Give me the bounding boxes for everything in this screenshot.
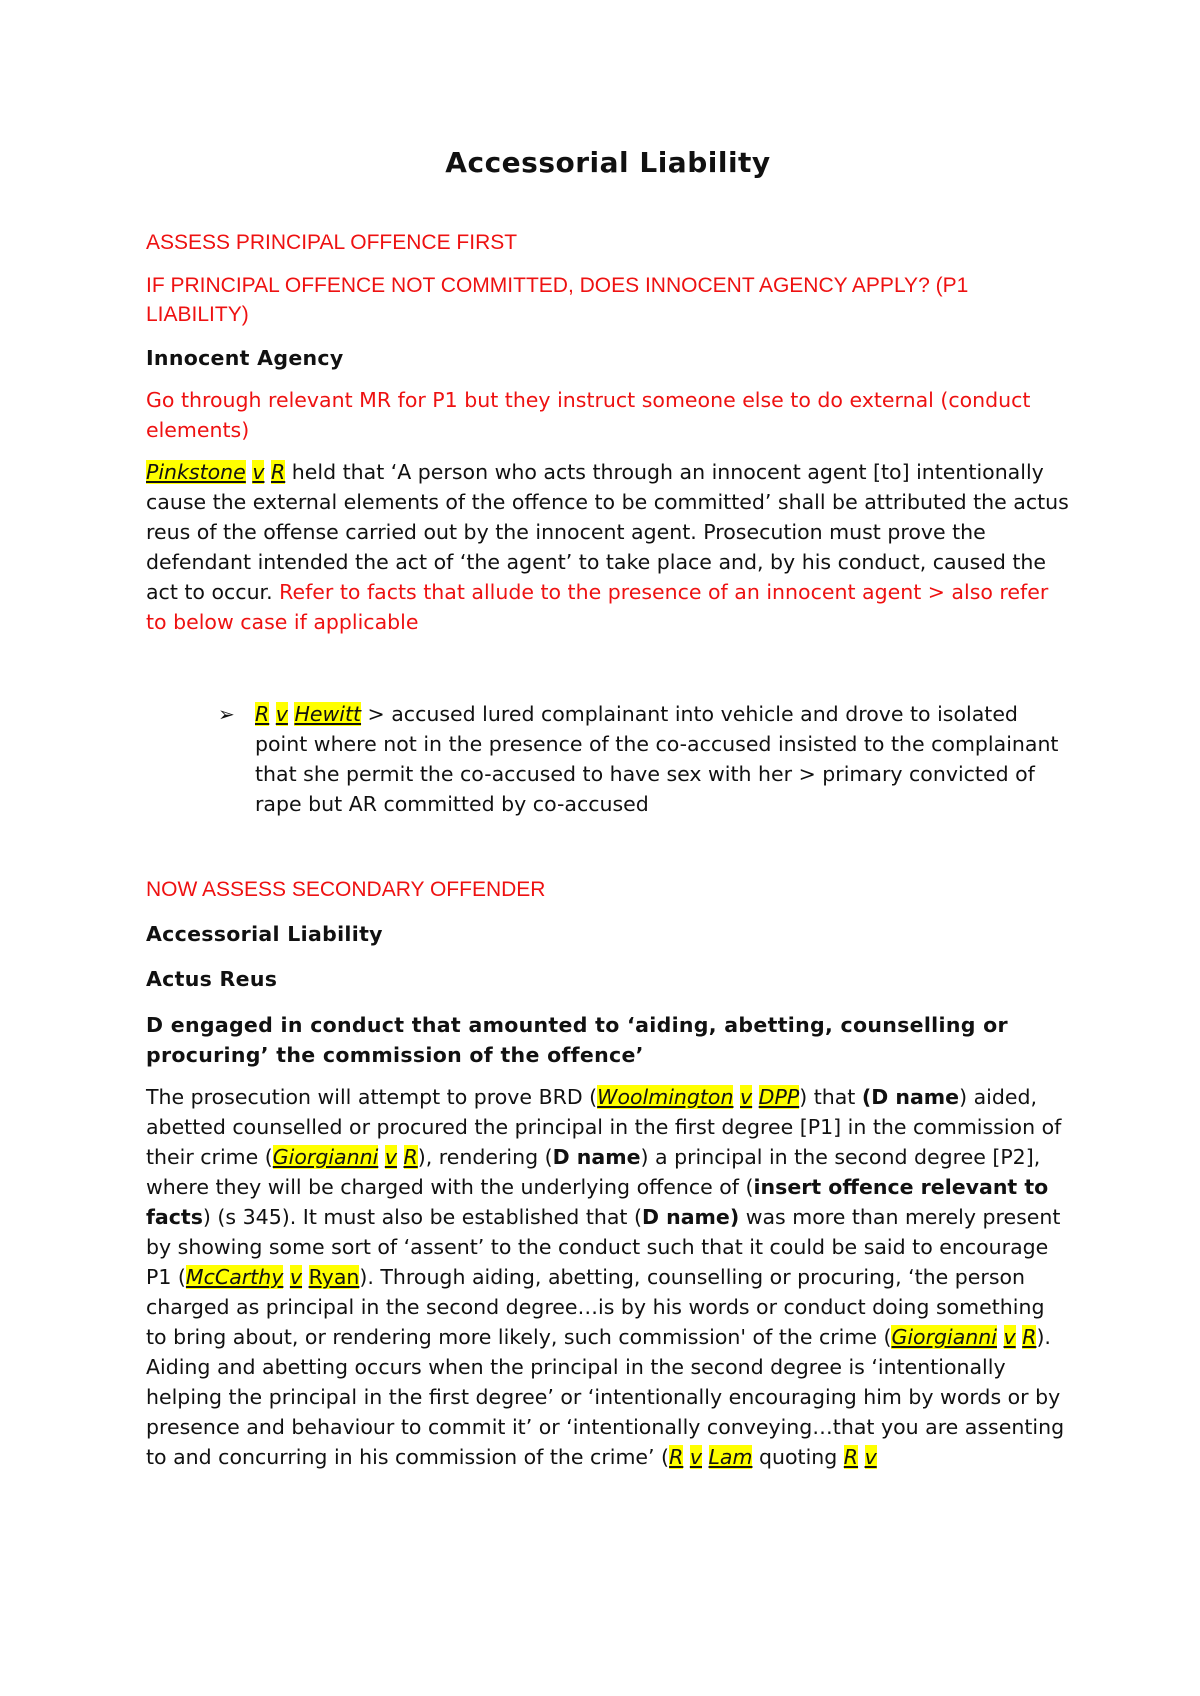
case-citation: Ryan <box>308 1265 360 1289</box>
case-citation: v <box>252 460 265 484</box>
case-citation: Lam <box>708 1445 753 1469</box>
case-citation: v <box>275 702 288 726</box>
case-citation: v <box>384 1145 397 1169</box>
accessorial-liability-heading: Accessorial Liability <box>146 922 383 946</box>
bold-placeholder: (D name <box>861 1085 960 1109</box>
paragraph-text: held that ‘A person who acts through an innocent agent [to] intentionally cause the external elements of the offence to be committed’ shall be attributed the actus reus of the offense carried out by the innocent agent. Prosecution must prove the defendant intended the act of ‘the agent’ to take place and, by his conduct, caused the act to occur. <box>146 460 1069 604</box>
case-citation: Giorgianni <box>272 1145 379 1169</box>
hewitt-list-item <box>146 699 1070 819</box>
paragraph-text: The prosecution will attempt to prove BRD ( <box>146 1085 598 1109</box>
case-citation: R <box>843 1445 859 1469</box>
innocent-agency-question: IF PRINCIPAL OFFENCE NOT COMMITTED, DOES INNOCENT AGENCY APPLY? (P1 LIABILITY) <box>146 274 969 326</box>
assess-secondary-instruction: NOW ASSESS SECONDARY OFFENDER <box>146 878 546 901</box>
case-citation: v <box>289 1265 303 1289</box>
paragraph-text: ). Aiding and abetting occurs when the principal in the second degree is ‘intentionally helping the principal in the first degree’ or ‘intentionally encouraging him by words or by presence and behaviour to commit it’ or ‘intentionally conveying…that you are assenting to and concurring in his commission of the crime’ ( <box>146 1325 1065 1469</box>
prosecution-paragraph <box>146 1082 1070 1472</box>
pinkstone-paragraph <box>146 457 1070 637</box>
arrow-bullet-icon: ➢ <box>218 702 235 726</box>
actus-reus-heading: Actus Reus <box>146 967 278 991</box>
paragraph-text: quoting <box>752 1445 844 1469</box>
case-citation: R <box>271 460 286 484</box>
bold-placeholder: insert offence relevant to facts <box>146 1175 1049 1229</box>
paragraph-text: was more than merely present by showing some sort of ‘assent’ to the conduct such that it could be said to encourage P1 ( <box>146 1205 1061 1289</box>
case-citation: v <box>864 1445 877 1469</box>
document-title: Accessorial Liability <box>445 146 771 179</box>
bold-placeholder: D name <box>552 1145 641 1169</box>
innocent-agency-instruction: Go through relevant MR for P1 but they instruct someone else to do external (conduct elements) <box>146 388 1031 442</box>
case-citation: v <box>1003 1325 1016 1349</box>
case-citation: Giorgianni <box>891 1325 997 1349</box>
conduct-heading: D engaged in conduct that amounted to ‘aiding, abetting, counselling or procuring’ the commission of the offence’ <box>146 1013 1008 1067</box>
hewitt-text <box>255 699 1070 819</box>
paragraph-text: ). Through aiding, abetting, counselling or procuring, ‘the person charged as principal in the second degree…is by his words or conduct doing something to bring about, or rendering more likely, such commission' of the crime ( <box>146 1265 1045 1349</box>
case-citation: Woolmington <box>597 1085 734 1109</box>
case-citation: R <box>403 1145 418 1169</box>
case-citation: R <box>255 702 270 726</box>
paragraph-text: > accused lured complainant into vehicle and drove to isolated point where not in the presence of the co-accused insisted to the complainant that she permit the co-accused to have sex with her > primary convicted of rape but AR committed by co-accused <box>255 702 1059 816</box>
paragraph-text: ), rendering ( <box>417 1145 553 1169</box>
innocent-agency-heading: Innocent Agency <box>146 346 344 370</box>
case-citation: DPP <box>758 1085 800 1109</box>
case-citation: McCarthy <box>185 1265 284 1289</box>
case-citation: R <box>1022 1325 1037 1349</box>
paragraph-text: ) that <box>799 1085 862 1109</box>
red-instruction-text: Refer to facts that allude to the presence of an innocent agent > also refer to below case if applicable <box>146 580 1049 634</box>
paragraph-text: ) a principal in the second degree [P2], where they will be charged with the underlying offence of ( <box>146 1145 1041 1199</box>
paragraph-text: ) aided, abetted counselled or procured the principal in the first degree [P1] in the commission of their crime ( <box>146 1085 1062 1169</box>
paragraph-text: ) (s 345). It must also be established that ( <box>202 1205 642 1229</box>
case-citation: v <box>740 1085 753 1109</box>
case-citation: v <box>689 1445 702 1469</box>
assess-principal-instruction: ASSESS PRINCIPAL OFFENCE FIRST <box>146 231 518 254</box>
case-citation: Hewitt <box>294 702 362 726</box>
case-citation: Pinkstone <box>146 460 246 484</box>
bold-placeholder: D name) <box>641 1205 740 1229</box>
case-citation: R <box>669 1445 684 1469</box>
